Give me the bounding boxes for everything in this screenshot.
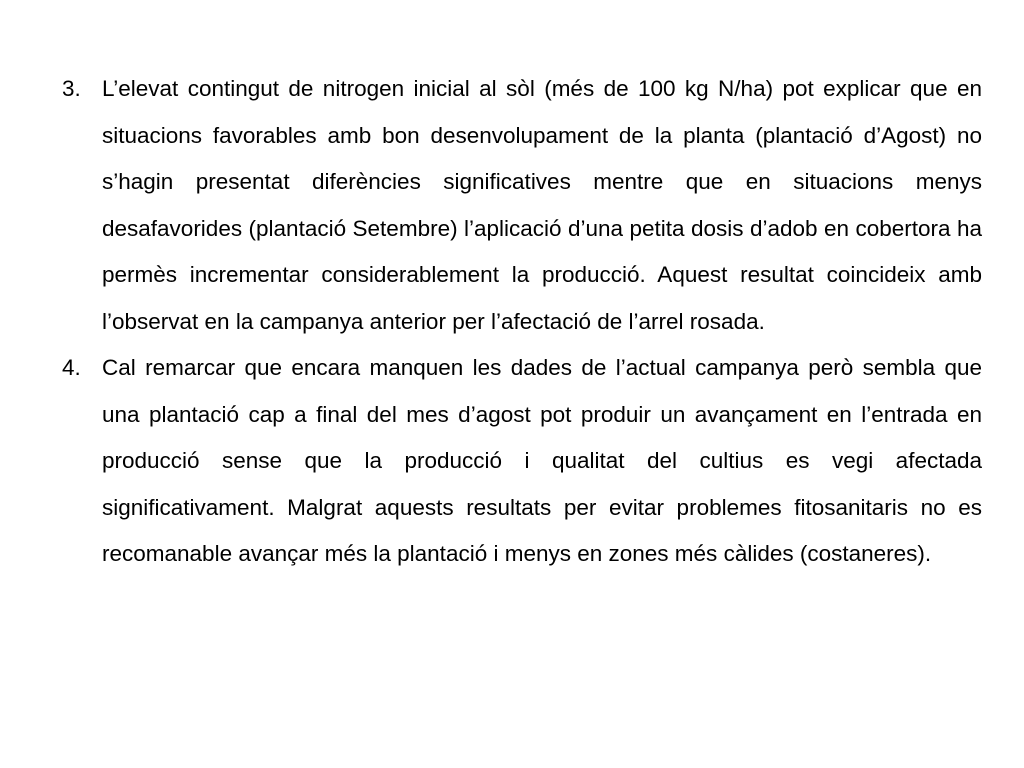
list-item — [58, 66, 982, 345]
list-item-number: 3. — [62, 76, 81, 101]
conclusions-list — [58, 66, 982, 578]
list-item-number: 4. — [62, 355, 81, 380]
list-item-text: Cal remarcar que encara manquen les dades de l’actual campanya però sembla que una plantació cap a final del mes d’agost pot produir un avançament en l’entrada en producció sense que la producció i qualitat del cultius es vegi afectada significativament. Malgrat aquests resultats per evitar problemes fitosanitaris no es recomanable avançar més la plantació i menys en zones més càlides (costaneres). — [102, 355, 982, 566]
list-item-text: L’elevat contingut de nitrogen inicial al sòl (més de 100 kg N/ha) pot explicar que en situacions favorables amb bon desenvolupament de la planta (plantació d’Agost) no s’hagin presentat diferències significatives mentre que en situacions menys desafavorides (plantació Setembre) l’aplicació d’una petita dosis d’adob en cobertora ha permès incrementar considerablement la producció. Aquest resultat coincideix amb l’observat en la campanya anterior per l’afectació de l’arrel rosada. — [102, 76, 982, 334]
list-item — [58, 345, 982, 578]
